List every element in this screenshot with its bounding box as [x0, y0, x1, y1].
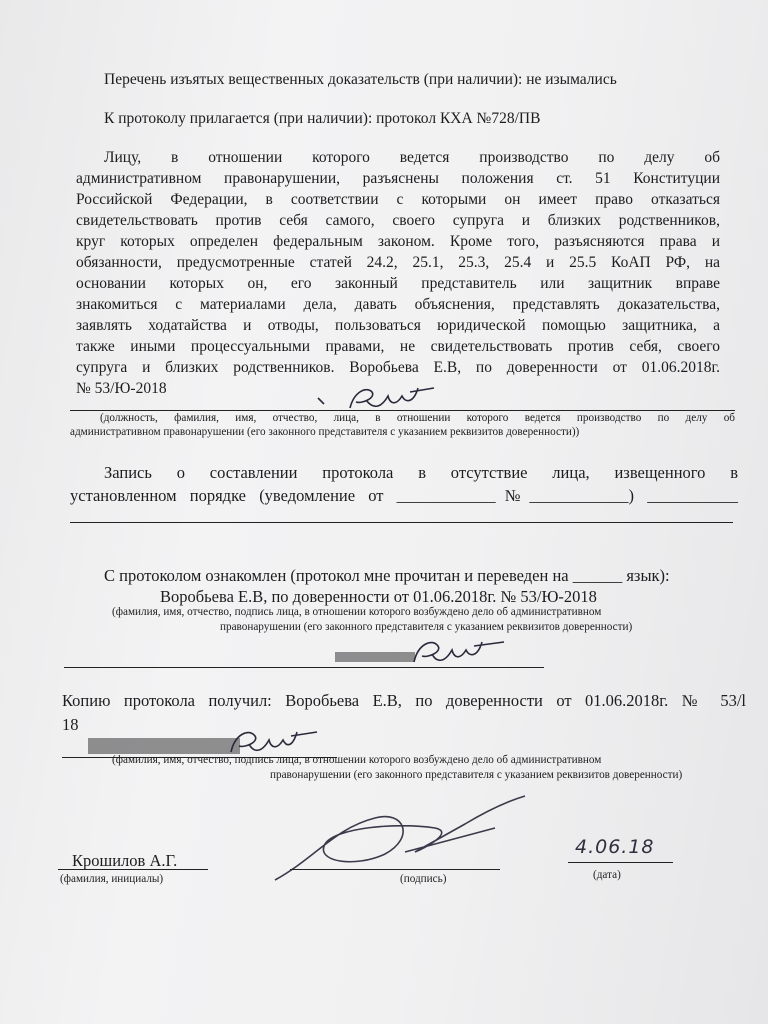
caption-line: (фамилия, имя, отчество, подпись лица, в отношении которого возбуждено дело об административном: [112, 606, 602, 618]
paragraph-line: также иными процессуальными правами, не свидетельствовать против себя, своего: [76, 338, 720, 355]
absence-record-line: установленном порядке (уведомление от ____________№____________) ___________: [70, 486, 738, 505]
paragraph-line: обязанности, предусмотренные статей 24.2, 25.1, 25.3, 25.4 и 25.5 КоАП РФ, на: [76, 254, 720, 271]
paragraph-line: Российской Федерации, в соответствии с которыми он имеет право отказаться: [76, 191, 720, 208]
paragraph-line: свидетельствовать против себя самого, своего супруга и близких родственников,: [76, 212, 720, 229]
date-value: 4.06.18: [575, 836, 655, 858]
paragraph-line: № 53/Ю-2018: [76, 380, 167, 397]
signature-rule: [290, 869, 500, 870]
paragraph-line: супруга и близких родственников. Воробьева Е.В, по доверенности от 01.06.2018г.: [76, 359, 720, 376]
caption-line: административном правонарушении (его законного представителя с указанием реквизитов доверенности)): [70, 426, 580, 438]
paragraph-line: основании которых он, его законный представитель или защитник вправе: [76, 275, 720, 292]
absence-record-line: Запись о составлении протокола в отсутствие лица, извещенного в: [104, 463, 738, 482]
evidence-line: Перечень изъятых вещественных доказательств (при наличии): не изымались: [104, 71, 617, 88]
familiarized-line: С протоколом ознакомлен (протокол мне прочитан и переведен на ______ язык):: [104, 566, 670, 585]
signature-rule: [70, 410, 735, 411]
date-rule: [568, 862, 673, 863]
copy-received-line: Копию протокола получил: Воробьева Е.В, по доверенности от 01.06.2018г. № 53/l: [62, 691, 746, 710]
date-caption: (дата): [593, 869, 621, 881]
caption-line: правонарушении (его законного представителя с указанием реквизитов доверенности): [220, 621, 633, 633]
familiarized-name: Воробьева Е.В, по доверенности от 01.06.2018г. № 53/Ю-2018: [160, 587, 597, 606]
official-name-caption: (фамилия, инициалы): [60, 873, 164, 885]
blank-rule: [70, 522, 733, 523]
official-name: Крошилов А.Г.: [72, 851, 178, 870]
paragraph-line: административном правонарушении, разъяснены положения ст. 51 Конституции: [76, 170, 720, 187]
redaction-bar: [88, 738, 240, 754]
paragraph-line: Лицу, в отношении которого ведется производство по делу об: [104, 149, 720, 166]
caption-line: правонарушении (его законного представителя с указанием реквизитов доверенности): [270, 769, 683, 781]
signature-rule: [64, 667, 544, 668]
caption-line: (фамилия, имя, отчество, подпись лица, в отношении которого возбуждено дело об административном: [112, 754, 602, 766]
copy-received-line: 18: [62, 715, 79, 734]
name-rule: [58, 869, 208, 870]
paragraph-line: заявлять ходатайства и отводы, пользоваться юридической помощью защитника, а: [76, 317, 720, 334]
paragraph-line: знакомиться с материалами дела, давать объяснения, представлять доказательства,: [76, 296, 720, 313]
caption-line: (должность, фамилия, имя, отчество, лица, в отношении которого ведется производство по делу об: [100, 412, 735, 424]
handwritten-signature: [400, 632, 540, 672]
signature-caption: (подпись): [400, 873, 447, 885]
attached-line: К протоколу прилагается (при наличии): протокол КХА №728/ПВ: [104, 110, 541, 127]
paragraph-line: круг которых определен федеральным законом. Кроме того, разъясняются права и: [76, 233, 720, 250]
